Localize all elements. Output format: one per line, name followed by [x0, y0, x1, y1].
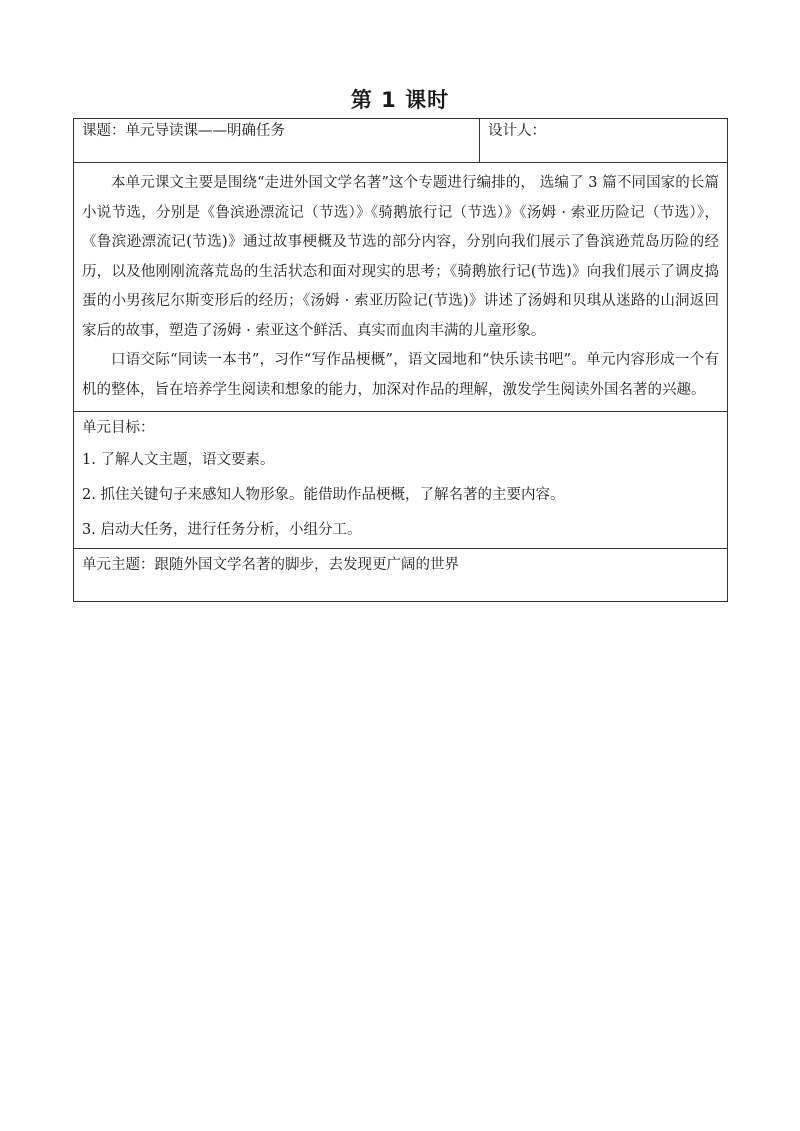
page-title: 第 1 课时	[350, 88, 450, 112]
intro-row	[74, 163, 728, 412]
topic-cell: 课题：单元导读课——明确任务	[74, 119, 480, 163]
topic-row	[74, 119, 728, 163]
goals-row	[74, 412, 728, 549]
goal-item: 2. 抓住关键句子来感知人物形象。能借助作品梗概，了解名著的主要内容。	[82, 487, 565, 503]
lesson-plan-table	[73, 118, 728, 602]
theme-cell: 单元主题：跟随外国文学名著的脚步，去发现更广阔的世界	[74, 549, 728, 602]
intro-paragraph: 本单元课文主要是围绕“走进外国文学名著”这个专题进行编排的， 选编了 3 篇不同国家的长篇小说节选，分别是《鲁滨逊漂流记（节选）》《骑鹅旅行记（节选）》《汤姆 · 索亚历险记（节选）》，《鲁滨逊漂流记(节选)》通过故事梗概及节选的部分内容，分别向我们展示了鲁滨逊荒岛历险的经历，以及他刚刚流落荒岛的生活状态和面对现实的思考；《骑鹅旅行记(节选)》向我们展示了调皮捣蛋的小男孩尼尔斯变形后的经历；《汤姆 · 索亚历险记(节选)》讲述了汤姆和贝琪从迷路的山洞返回家后的故事，塑造了汤姆 · 索亚这个鲜活、真实而血肉丰满的儿童形象。	[82, 175, 719, 339]
designer-cell: 设计人：	[480, 119, 728, 163]
goals-cell	[74, 412, 728, 549]
theme-row	[74, 549, 728, 602]
goal-item: 3. 启动大任务，进行任务分析，小组分工。	[82, 522, 362, 538]
goals-heading: 单元目标：	[82, 420, 155, 436]
intro-paragraph: 口语交际“同读一本书”，习作“写作品梗概”，语文园地和“快乐读书吧”。单元内容形成一个有机的整体，旨在培养学生阅读和想象的能力，加深对作品的理解，激发学生阅读外国名著的兴趣。	[82, 352, 719, 398]
goal-item: 1. 了解人文主题，语文要素。	[82, 452, 275, 468]
intro-cell	[74, 163, 728, 412]
